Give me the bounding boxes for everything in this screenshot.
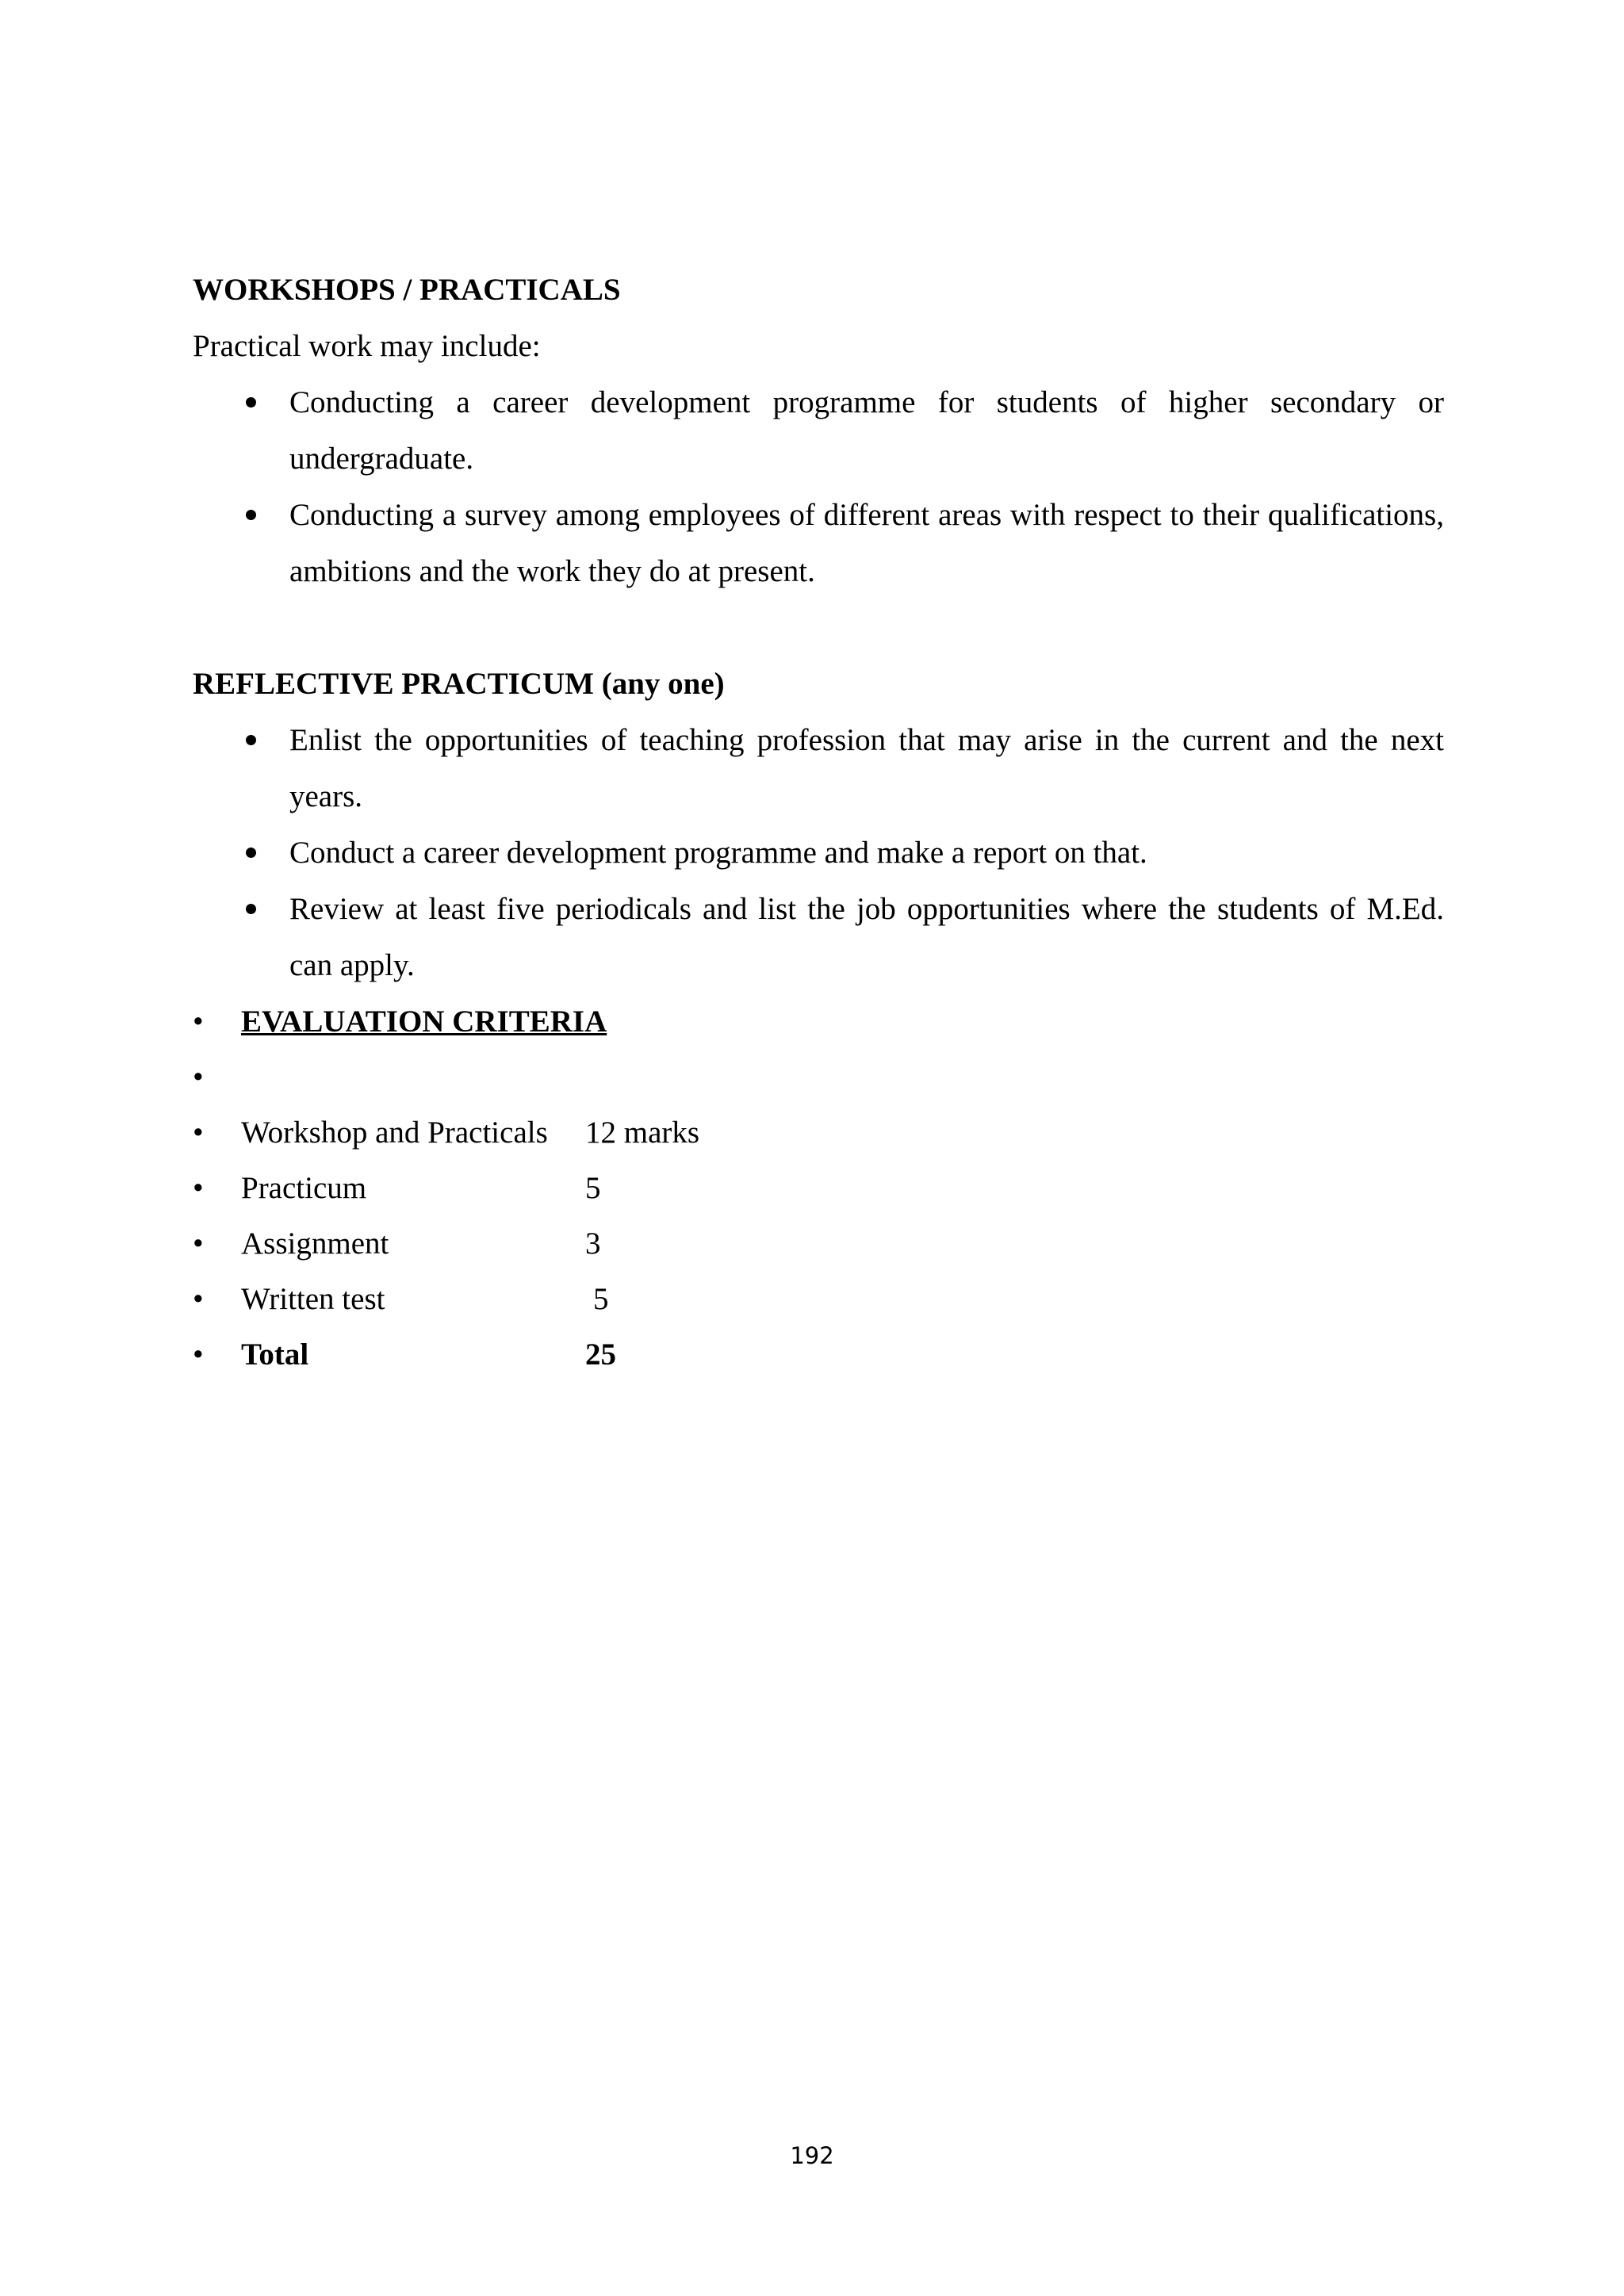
- table-row: [193, 1326, 1444, 1382]
- criterion-label: Assignment: [241, 1226, 389, 1261]
- bullet-icon: •: [193, 1115, 204, 1150]
- table-row: [193, 1160, 1444, 1215]
- written-test-underlined: [241, 1282, 609, 1316]
- list-item: [193, 825, 1444, 881]
- page-number: 192: [790, 2142, 834, 2169]
- list-item: [193, 881, 1444, 993]
- criterion-value: 5: [585, 1171, 601, 1205]
- bullet-icon: [246, 848, 256, 858]
- criterion-label: Written test: [241, 1282, 385, 1316]
- criterion-label: Workshop and Practicals: [241, 1115, 548, 1150]
- evaluation-heading: EVALUATION CRITERIA: [241, 1004, 607, 1039]
- list-item-text: Review at least five periodicals and list the job opportunities where the students of M.Ed. can apply.: [289, 892, 1444, 982]
- bullet-icon: [246, 735, 256, 745]
- list-item: [193, 374, 1444, 487]
- reflective-heading: REFLECTIVE PRACTICUM (any one): [193, 667, 725, 701]
- total-label: Total: [241, 1337, 309, 1372]
- bullet-icon: •: [193, 1060, 204, 1094]
- empty-row: [193, 1049, 1444, 1104]
- list-item: [193, 487, 1444, 599]
- bullet-icon: •: [193, 1171, 204, 1205]
- workshops-heading: WORKSHOPS / PRACTICALS: [193, 273, 621, 307]
- document-body: [193, 262, 1444, 1382]
- evaluation-heading-row: [193, 993, 1444, 1049]
- list-item-text: Conducting a career development programme for students of higher secondary or undergraduate.: [289, 385, 1444, 476]
- list-item-text: Conducting a survey among employees of different areas with respect to their qualifications, ambitions and the work they do at present.: [289, 498, 1444, 588]
- bullet-icon: •: [193, 1004, 204, 1039]
- workshops-intro: Practical work may include:: [193, 329, 541, 363]
- reflective-list: [193, 712, 1444, 993]
- criterion-value: 12 marks: [585, 1115, 700, 1150]
- table-row: [193, 1104, 1444, 1160]
- criterion-value: 5: [593, 1282, 609, 1316]
- evaluation-list: [193, 993, 1444, 1382]
- list-item-text: Enlist the opportunities of teaching profession that may arise in the current and the next years.: [289, 723, 1444, 813]
- table-row: [193, 1215, 1444, 1271]
- total-value: 25: [585, 1337, 616, 1372]
- criterion-value: 3: [585, 1226, 601, 1261]
- bullet-icon: [246, 510, 256, 520]
- bullet-icon: •: [193, 1337, 204, 1372]
- criterion-label: Practicum: [241, 1171, 367, 1205]
- list-item: [193, 712, 1444, 825]
- section-spacer: [193, 599, 1444, 656]
- bullet-icon: [246, 904, 256, 914]
- bullet-icon: [246, 397, 256, 408]
- workshops-list: [193, 374, 1444, 599]
- bullet-icon: •: [193, 1226, 204, 1261]
- list-item-text: Conduct a career development programme and make a report on that.: [289, 836, 1147, 870]
- bullet-icon: •: [193, 1282, 204, 1316]
- table-row: [193, 1271, 1444, 1326]
